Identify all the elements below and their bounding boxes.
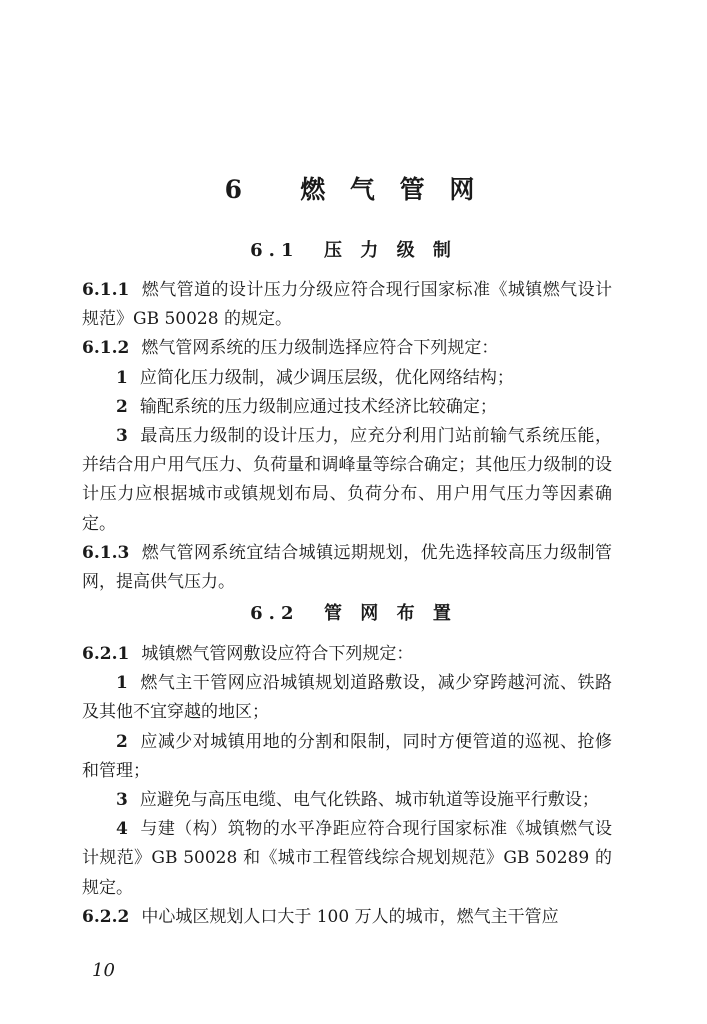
clause-number: 6.2.1 bbox=[82, 644, 130, 664]
item-number: 1 bbox=[116, 673, 128, 694]
clause-6-1-2 bbox=[82, 334, 612, 363]
chapter-heading bbox=[0, 170, 707, 206]
clause-item bbox=[82, 393, 612, 422]
item-text: 与建（构）筑物的水平净距应符合现行国家标准《城镇燃气设计规范》GB 50028 和《城市工程管线综合规划规范》GB 50289 的规定。 bbox=[82, 819, 612, 898]
item-text: 应避免与高压电缆、电气化铁路、城市轨道等设施平行敷设； bbox=[139, 790, 599, 811]
clause-text: 中心城区规划人口大于 100 万人的城市，燃气主干管应 bbox=[141, 906, 559, 927]
chapter-number: 6 bbox=[224, 175, 251, 204]
item-number: 3 bbox=[116, 426, 128, 447]
section-number: 6.1 bbox=[250, 240, 300, 261]
section-heading-6-1 bbox=[0, 236, 707, 262]
item-number: 3 bbox=[116, 790, 128, 811]
clause-number: 6.1.1 bbox=[82, 280, 130, 300]
clause-item bbox=[82, 364, 612, 393]
section-number: 6.2 bbox=[250, 603, 300, 624]
section-title: 压 力 级 制 bbox=[324, 240, 457, 261]
clause-number: 6.2.2 bbox=[82, 906, 130, 927]
item-text: 燃气主干管网应沿城镇规划道路敷设，减少穿跨越河流、铁路及其他不宜穿越的地区； bbox=[82, 673, 612, 723]
clause-number: 6.1.3 bbox=[82, 542, 130, 563]
item-text: 应减少对城镇用地的分割和限制，同时方便管道的巡视、抢修和管理； bbox=[82, 731, 612, 781]
clause-text: 燃气管道的设计压力分级应符合现行国家标准《城镇燃气设计规范》GB 50028 的规定。 bbox=[82, 280, 612, 330]
item-number: 1 bbox=[116, 367, 128, 388]
clause-item bbox=[82, 422, 612, 539]
clause-item bbox=[82, 669, 612, 727]
section-heading-6-2 bbox=[0, 599, 707, 625]
clause-item bbox=[82, 786, 612, 815]
section-body-6-1 bbox=[82, 276, 612, 597]
clause-number: 6.1.2 bbox=[82, 338, 130, 359]
clause-text: 燃气管网系统宜结合城镇远期规划，优先选择较高压力级制管网，提高供气压力。 bbox=[82, 542, 612, 593]
item-text: 输配系统的压力级制应通过技术经济比较确定； bbox=[139, 396, 497, 417]
clause-6-2-2 bbox=[82, 903, 612, 932]
clause-item bbox=[82, 728, 612, 786]
clause-text: 燃气管网系统的压力级制选择应符合下列规定： bbox=[141, 338, 499, 359]
item-number: 2 bbox=[116, 731, 128, 752]
clause-6-2-1 bbox=[82, 640, 612, 669]
item-text: 最高压力级制的设计压力，应充分利用门站前输气系统压能，并结合用户用气压力、负荷量和调峰量等综合确定；其他压力级制的设计压力应根据城市或镇规划布局、负荷分布、用户用气压力等因素确定。 bbox=[82, 426, 612, 534]
item-text: 应简化压力级制，减少调压层级，优化网络结构； bbox=[139, 367, 514, 388]
section-title: 管 网 布 置 bbox=[324, 603, 457, 624]
chapter-title: 燃 气 管 网 bbox=[300, 175, 483, 204]
item-number: 2 bbox=[116, 396, 128, 417]
page-number: 10 bbox=[92, 960, 115, 981]
clause-6-1-1 bbox=[82, 276, 612, 334]
clause-6-1-3 bbox=[82, 539, 612, 597]
item-number: 4 bbox=[116, 819, 128, 840]
clause-text: 城镇燃气管网敷设应符合下列规定： bbox=[141, 644, 414, 664]
clause-item bbox=[82, 815, 612, 903]
section-body-6-2 bbox=[82, 640, 612, 932]
